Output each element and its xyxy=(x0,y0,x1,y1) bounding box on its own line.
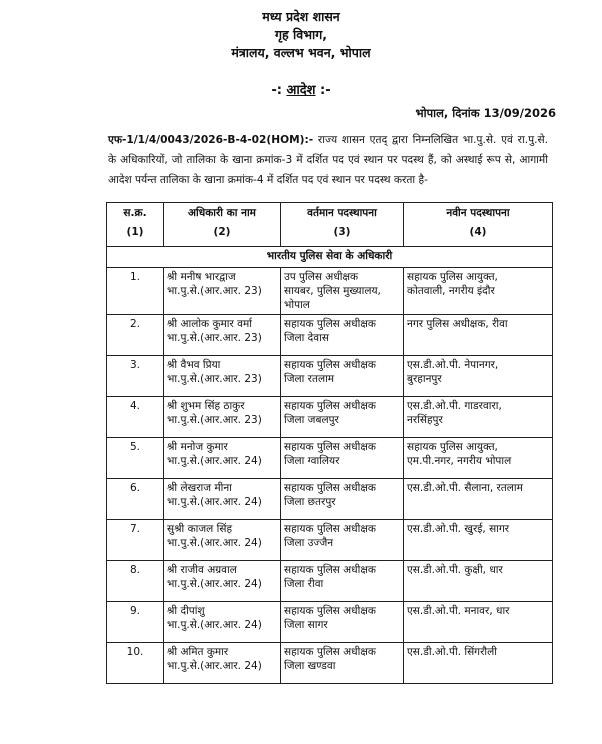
current-posting-line1: सहायक पुलिस अधीक्षक xyxy=(284,482,376,494)
officer-service: भा.पु.से.(आर.आर. 24) xyxy=(167,660,262,672)
officer-service: भा.पु.से.(आर.आर. 24) xyxy=(167,496,262,508)
cell-sno xyxy=(107,479,164,520)
cell-officer-name xyxy=(164,602,281,643)
current-posting-line1: सहायक पुलिस अधीक्षक xyxy=(284,441,376,453)
cell-new-posting xyxy=(404,268,553,315)
current-posting-line1: सहायक पुलिस अधीक्षक xyxy=(284,564,376,576)
officer-service: भा.पु.से.(आर.आर. 23) xyxy=(167,373,262,385)
current-posting-line2: सायबर, पुलिस मुख्यालय, xyxy=(284,285,381,297)
cell-current-posting xyxy=(281,643,404,684)
cell-current-posting xyxy=(281,602,404,643)
officer-name: श्री वैभव प्रिया xyxy=(167,359,221,371)
sno-text: 3. xyxy=(129,359,141,371)
order-reference: एफ-1/1/4/0043/2026-B-4-02(HOM):- xyxy=(108,134,314,146)
cell-sno xyxy=(107,643,164,684)
table-row xyxy=(107,561,553,602)
table-row xyxy=(107,268,553,315)
table-row xyxy=(107,397,553,438)
new-posting-line2: बुरहानपुर xyxy=(407,373,442,385)
officer-service: भा.पु.से.(आर.आर. 23) xyxy=(167,285,262,297)
section-title: भारतीय पुलिस सेवा के अधिकारी xyxy=(107,247,553,268)
officer-name: श्री आलोक कुमार वर्मा xyxy=(167,318,252,330)
current-posting-line2: जिला रीवा xyxy=(284,578,324,590)
officer-name: श्री दीपांशु xyxy=(167,605,205,617)
new-posting-line1: सहायक पुलिस आयुक्त, xyxy=(407,441,498,453)
officer-service: भा.पु.से.(आर.आर. 24) xyxy=(167,455,262,467)
table-row xyxy=(107,356,553,397)
officer-name: श्री राजीव अग्रवाल xyxy=(167,564,237,576)
new-posting-line1: एस.डी.ओ.पी. खुरई, सागर xyxy=(407,523,510,535)
sno-text: 5. xyxy=(129,441,141,453)
new-posting-line2: कोतवाली, नगरीय इंदौर xyxy=(407,285,495,297)
sno-text: 2. xyxy=(129,318,141,330)
new-posting-line1: एस.डी.ओ.पी. नेपानगर, xyxy=(407,359,499,371)
cell-officer-name xyxy=(164,315,281,356)
cell-sno xyxy=(107,315,164,356)
new-posting-line1: एस.डी.ओ.पी. मनावर, धार xyxy=(407,605,510,617)
col-header-current-posting: वर्तमान पदस्थापना (3) xyxy=(281,203,404,247)
officer-name: श्री मनोज कुमार xyxy=(167,441,228,453)
cell-officer-name xyxy=(164,438,281,479)
cell-current-posting xyxy=(281,438,404,479)
officer-service: भा.पु.से.(आर.आर. 24) xyxy=(167,619,262,631)
cell-officer-name xyxy=(164,520,281,561)
cell-new-posting xyxy=(404,561,553,602)
cell-officer-name xyxy=(164,561,281,602)
officer-name: श्री शुभम सिंह ठाकुर xyxy=(167,400,245,412)
officer-service: भा.पु.से.(आर.आर. 24) xyxy=(167,537,262,549)
current-posting-line2: जिला सागर xyxy=(284,619,328,631)
order-paragraph xyxy=(108,130,548,190)
current-posting-line2: जिला ग्वालियर xyxy=(284,455,340,467)
current-posting-line2: जिला छतरपुर xyxy=(284,496,336,508)
officer-service: भा.पु.से.(आर.आर. 24) xyxy=(167,578,262,590)
order-date: भोपाल, दिनांक 13/09/2026 xyxy=(415,106,556,120)
table-row xyxy=(107,643,553,684)
new-posting-line2: नरसिंहपुर xyxy=(407,414,443,426)
order-body-text: राज्य शासन एतद् द्वारा निम्नलिखित भा.पु.से. एवं रा.पु.से. के अधिकारियों, जो तालिका के खाना क्रमांक-3 में दर्शित पद एवं स्थान पर पदस्थ हैं, को अस्थाई रूप से, आगामी आदेश पर्यन्त तालिका के खाना क्रमांक-4 में दर्शित पद एवं स्थान पर पदस्थ करता है- xyxy=(108,134,548,186)
order-title-suffix: :- xyxy=(315,83,331,98)
cell-current-posting xyxy=(281,520,404,561)
cell-sno xyxy=(107,602,164,643)
header-department: गृह विभाग, xyxy=(274,27,328,42)
cell-new-posting xyxy=(404,315,553,356)
cell-new-posting xyxy=(404,643,553,684)
cell-sno xyxy=(107,397,164,438)
sno-text: 1. xyxy=(129,271,141,283)
header-address: मंत्रालय, वल्लभ भवन, भोपाल xyxy=(231,45,371,60)
new-posting-line1: नगर पुलिस अधीक्षक, रीवा xyxy=(407,318,508,330)
cell-current-posting xyxy=(281,356,404,397)
cell-current-posting xyxy=(281,315,404,356)
order-title xyxy=(0,80,602,98)
col-header-new-posting: नवीन पदस्थापना (4) xyxy=(404,203,553,247)
officer-name: श्री अमित कुमार xyxy=(167,646,229,658)
sno-text: 8. xyxy=(129,564,141,576)
cell-sno xyxy=(107,268,164,315)
table-row xyxy=(107,602,553,643)
officer-name: श्री मनीष भारद्वाज xyxy=(167,271,236,283)
cell-new-posting xyxy=(404,520,553,561)
cell-sno xyxy=(107,561,164,602)
cell-current-posting xyxy=(281,479,404,520)
current-posting-line1: सहायक पुलिस अधीक्षक xyxy=(284,605,376,617)
order-title-prefix: -: xyxy=(271,83,287,98)
new-posting-line1: एस.डी.ओ.पी. गाडरवारा, xyxy=(407,400,502,412)
new-posting-line1: एस.डी.ओ.पी. सैलाना, रतलाम xyxy=(407,482,523,494)
sno-text: 6. xyxy=(129,482,141,494)
cell-current-posting xyxy=(281,561,404,602)
cell-sno xyxy=(107,356,164,397)
current-posting-line2: जिला रतलाम xyxy=(284,373,335,385)
current-posting-line1: सहायक पुलिस अधीक्षक xyxy=(284,318,376,330)
order-title-text: आदेश xyxy=(286,83,316,98)
cell-officer-name xyxy=(164,479,281,520)
current-posting-line1: सहायक पुलिस अधीक्षक xyxy=(284,523,376,535)
current-posting-line1: उप पुलिस अधीक्षक xyxy=(284,271,359,283)
table-row xyxy=(107,315,553,356)
cell-officer-name xyxy=(164,643,281,684)
current-posting-line3: भोपाल xyxy=(284,299,310,311)
new-posting-line2: एम.पी.नगर, नगरीय भोपाल xyxy=(407,455,512,467)
cell-officer-name xyxy=(164,397,281,438)
cell-new-posting xyxy=(404,438,553,479)
cell-new-posting xyxy=(404,397,553,438)
cell-current-posting xyxy=(281,268,404,315)
sno-text: 10. xyxy=(126,646,144,658)
sno-text: 9. xyxy=(129,605,141,617)
col-header-officer-name: अधिकारी का नाम (2) xyxy=(164,203,281,247)
current-posting-line2: जिला देवास xyxy=(284,332,329,344)
cell-officer-name xyxy=(164,356,281,397)
table-header-row xyxy=(107,203,553,247)
current-posting-line1: सहायक पुलिस अधीक्षक xyxy=(284,359,376,371)
cell-new-posting xyxy=(404,602,553,643)
cell-sno xyxy=(107,520,164,561)
table-row xyxy=(107,520,553,561)
col-header-sno: स.क्र. (1) xyxy=(107,203,164,247)
sno-text: 4. xyxy=(129,400,141,412)
current-posting-line1: सहायक पुलिस अधीक्षक xyxy=(284,646,376,658)
officer-service: भा.पु.से.(आर.आर. 23) xyxy=(167,414,262,426)
table-row xyxy=(107,479,553,520)
section-row xyxy=(107,247,553,268)
new-posting-line1: सहायक पुलिस आयुक्त, xyxy=(407,271,498,283)
new-posting-line1: एस.डी.ओ.पी. कुक्षी, धार xyxy=(407,564,503,576)
current-posting-line2: जिला उज्जैन xyxy=(284,537,334,549)
cell-new-posting xyxy=(404,356,553,397)
cell-officer-name xyxy=(164,268,281,315)
officer-name: सुश्री काजल सिंह xyxy=(167,523,233,535)
sno-text: 7. xyxy=(129,523,141,535)
current-posting-line1: सहायक पुलिस अधीक्षक xyxy=(284,400,376,412)
header-government: मध्य प्रदेश शासन xyxy=(262,9,340,24)
officer-service: भा.पु.से.(आर.आर. 23) xyxy=(167,332,262,344)
officer-name: श्री लेखराज मीना xyxy=(167,482,232,494)
cell-sno xyxy=(107,438,164,479)
current-posting-line2: जिला खण्डवा xyxy=(284,660,336,672)
current-posting-line2: जिला जबलपुर xyxy=(284,414,339,426)
posting-table xyxy=(106,202,553,684)
cell-new-posting xyxy=(404,479,553,520)
new-posting-line1: एस.डी.ओ.पी. सिंगरौली xyxy=(407,646,497,658)
table-row xyxy=(107,438,553,479)
cell-current-posting xyxy=(281,397,404,438)
